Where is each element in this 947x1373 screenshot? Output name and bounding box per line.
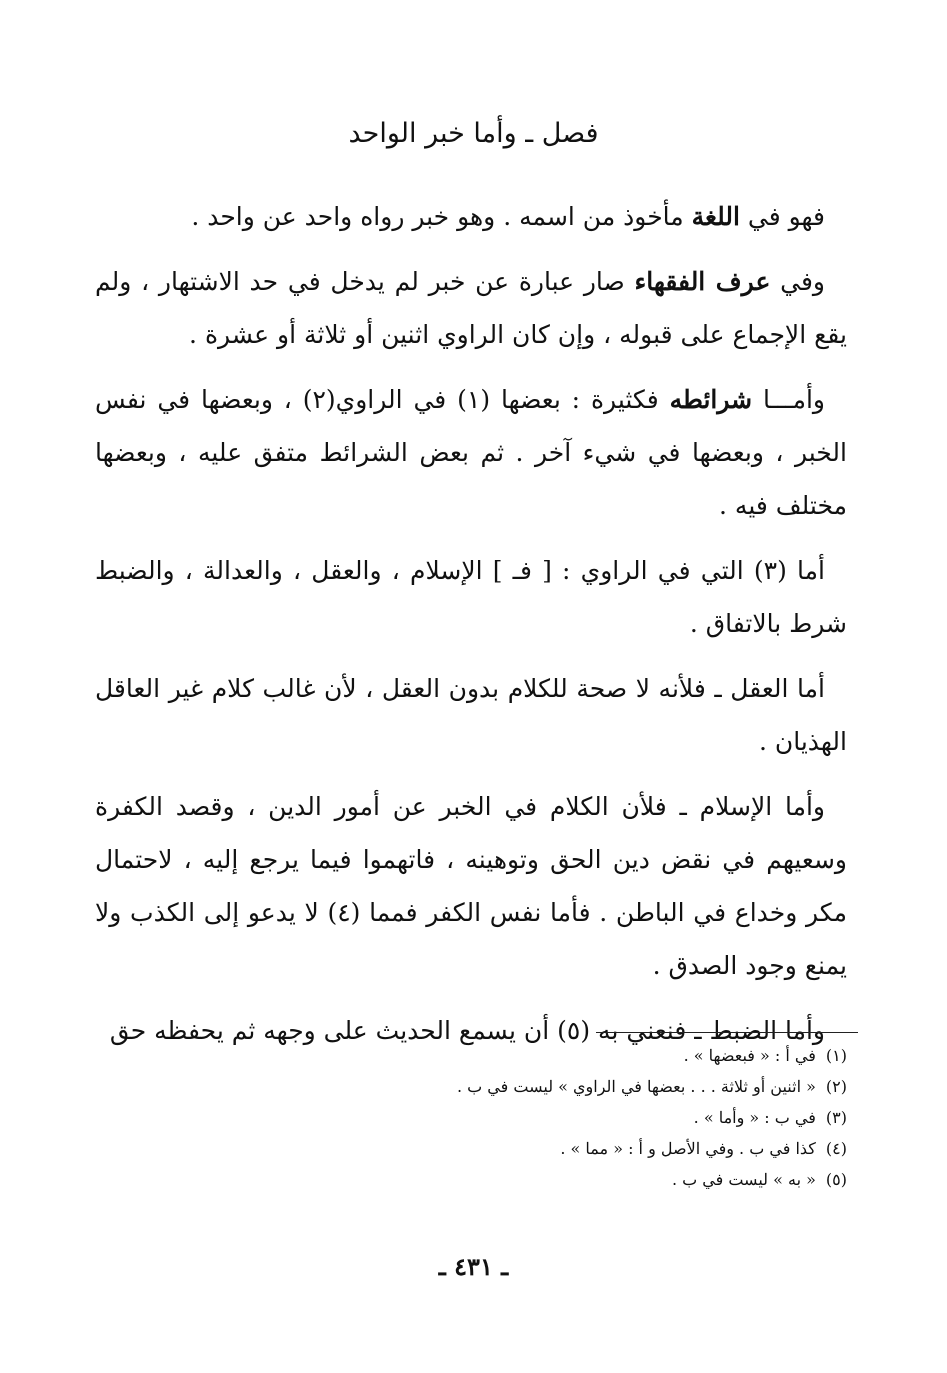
paragraph-language-definition <box>95 190 847 243</box>
paragraph-text: صار عبارة عن خبر لم يدخل في حد الاشتهار ، ولم يقع الإجماع على قبوله ، وإن كان الراوي اثنين أو ثلاثة أو عشرة . <box>95 267 847 349</box>
body-text <box>95 190 847 1069</box>
paragraph-text: أما (٣) التي في الراوي : [ فـ ] الإسلام ، والعقل ، والعدالة ، والضبط شرط بالاتفاق . <box>95 556 847 638</box>
footnote <box>247 1040 847 1071</box>
footnote-text: كذا في ب . وفي الأصل و أ : « مما » . <box>560 1139 816 1158</box>
bold-term: اللغة <box>691 202 740 231</box>
paragraph-text: فكثيرة : بعضها (١) في الراوي(٢) ، وبعضها في نفس الخبر ، وبعضها في شيء آخر . ثم بعض الشرائط متفق عليه ، وبعضها مختلف فيه . <box>95 385 847 520</box>
footnote <box>247 1164 847 1195</box>
paragraph-text: وأما الضبط ـ فنعني به (٥) أن يسمع الحديث على وجهه ثم يحفظه حق <box>109 1016 825 1045</box>
footnote-text: « اثنين أو ثلاثة . . . بعضها في الراوي » ليست في ب . <box>456 1077 816 1096</box>
paragraph-lead: فهو في <box>739 202 825 231</box>
footnote-number: (١) <box>825 1046 847 1065</box>
footnote <box>247 1102 847 1133</box>
paragraph-text: أما العقل ـ فلأنه لا صحة للكلام بدون العقل ، لأن غالب كلام غير العاقل الهذيان . <box>95 674 847 756</box>
paragraph-intellect <box>95 662 847 768</box>
bold-term: شرائطه <box>669 385 753 414</box>
paragraph-text: مأخوذ من اسمه . وهو خبر رواه واحد عن واحد . <box>191 202 692 231</box>
footnote <box>247 1133 847 1164</box>
paragraph-islam <box>95 780 847 992</box>
footnote-text: « به » ليست في ب . <box>671 1170 816 1189</box>
bold-term: عرف الفقهاء <box>634 267 771 296</box>
paragraph-jurists-definition <box>95 255 847 361</box>
paragraph-narrator-conditions <box>95 544 847 650</box>
footnote-number: (٢) <box>825 1077 847 1096</box>
page-number: ـ ٤٣١ ـ <box>438 1252 509 1281</box>
footnote-number: (٤) <box>825 1139 847 1158</box>
footnote-separator <box>596 1032 858 1033</box>
section-heading: فصل ـ وأما خبر الواحد <box>348 118 599 149</box>
footnote <box>247 1071 847 1102</box>
paragraph-lead: وأمـــا <box>752 385 825 414</box>
footnote-text: في ب : « وأما » . <box>693 1108 816 1127</box>
footnote-number: (٥) <box>825 1170 847 1189</box>
paragraph-text: وأما الإسلام ـ فلأن الكلام في الخبر عن أمور الدين ، وقصد الكفرة وسعيهم في نقض دين الحق وتوهينه ، فاتهموا فيما يرجع إليه ، لاحتمال مكر وخداع في الباطن . فأما نفس الكفر فمما (٤) لا يدعو إلى الكذب ولا يمنع وجود الصدق . <box>95 792 847 980</box>
footnotes <box>247 1040 847 1195</box>
paragraph-conditions <box>95 373 847 532</box>
footnote-number: (٣) <box>825 1108 847 1127</box>
paragraph-lead: وفي <box>770 267 825 296</box>
footnote-text: في أ : « فبعضها » . <box>683 1046 816 1065</box>
